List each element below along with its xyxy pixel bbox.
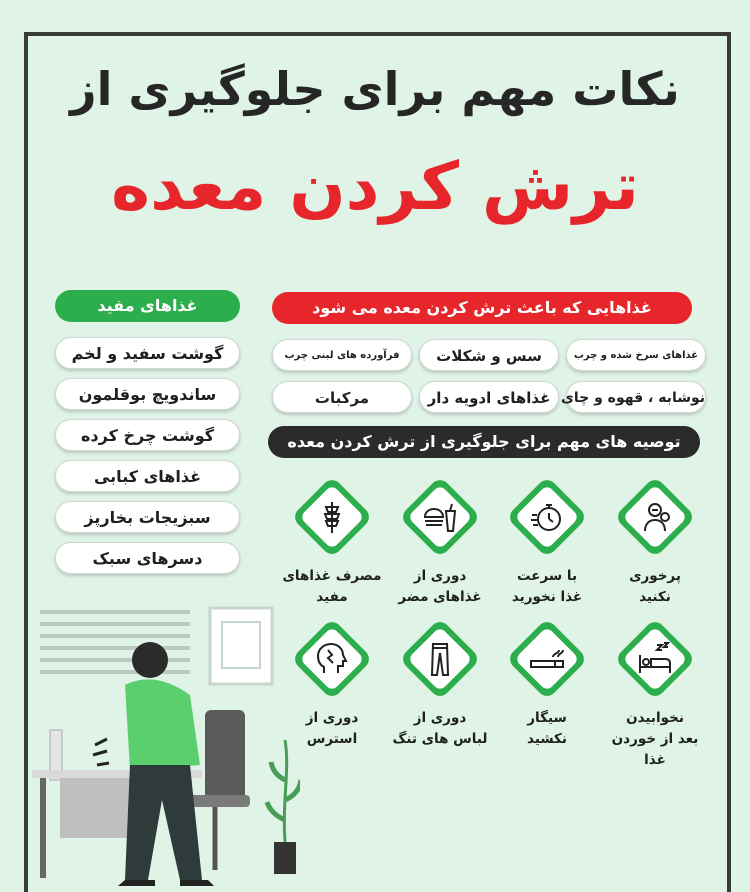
tip-line: دوری از (305, 710, 359, 726)
tip-line: با سرعت (516, 568, 578, 584)
tip-line: استرس (306, 731, 358, 747)
tip-line: غذا نخورید (511, 589, 583, 605)
tip-line: نکنید (639, 589, 671, 605)
good-food-item: دسرهای سبک (55, 542, 240, 574)
bad-food-item: فرآورده های لبنی چرب (272, 339, 412, 371)
good-food-item: گوشت سفید و لخم (55, 337, 240, 369)
tip-line: مفید (316, 589, 348, 605)
fast-food-icon (422, 499, 458, 535)
tip-line: دوری از (413, 568, 467, 584)
stress-head-icon (314, 641, 350, 677)
good-food-item: غذاهای کبابی (55, 460, 240, 492)
man-with-stomach-ache-illustration (30, 580, 300, 892)
bad-food-item: نوشابه ، قهوه و چای (566, 381, 706, 413)
tip-line: نکشید (527, 731, 567, 747)
man-head (132, 642, 168, 678)
tip-line: بعد از خوردن غذا (611, 731, 699, 768)
office-chair (205, 710, 245, 800)
tip-line: مصرف غذاهای (282, 568, 382, 584)
tip-line: لباس های تنگ (392, 731, 488, 747)
tip-avoid-harmful (390, 488, 490, 608)
kebab-icon (314, 499, 350, 535)
tip-no-smoking (497, 630, 597, 750)
tip-no-sleep (605, 630, 705, 771)
bad-food-item: غذاهای سرخ شده و چرب (566, 339, 706, 371)
tight-pants-icon (422, 641, 458, 677)
good-foods-header: غذاهای مفید (55, 290, 240, 322)
man-pants (125, 765, 202, 880)
bad-food-item: مرکبات (272, 381, 412, 413)
tip-line: غذاهای مضر (398, 589, 482, 605)
tip-line: دوری از (413, 710, 467, 726)
tip-eat-slowly (497, 488, 597, 608)
bad-food-item: سس و شکلات (419, 339, 559, 371)
good-food-item: گوشت چرخ کرده (55, 419, 240, 451)
sleep-bed-icon (637, 641, 673, 677)
wall-frame (210, 608, 272, 684)
tip-line: نخوابیدن (626, 710, 684, 726)
page-title-line1: نکات مهم برای جلوگیری از (70, 62, 680, 116)
tip-avoid-tight-clothes (390, 630, 490, 750)
good-food-item: ساندویچ بوقلمون (55, 378, 240, 410)
tips-header: توصیه های مهم برای جلوگیری از ترش کردن معده (268, 426, 700, 458)
tip-overeating (605, 488, 705, 608)
man-shirt (125, 679, 200, 770)
pain-lines (93, 739, 109, 765)
good-food-item: سبزیجات بخارپز (55, 501, 240, 533)
plant-pot (274, 842, 296, 874)
bad-food-item: غذاهای ادویه دار (419, 381, 559, 413)
bad-foods-header: غذاهایی که باعث ترش کردن معده می شود (272, 292, 692, 324)
tip-line: سیگار (527, 710, 567, 726)
cigarette-icon (529, 641, 565, 677)
tip-line: پرخوری (629, 568, 681, 584)
overeating-icon (637, 499, 673, 535)
page-title-line2: ترش کردن معده (111, 148, 639, 225)
stopwatch-icon (529, 499, 565, 535)
